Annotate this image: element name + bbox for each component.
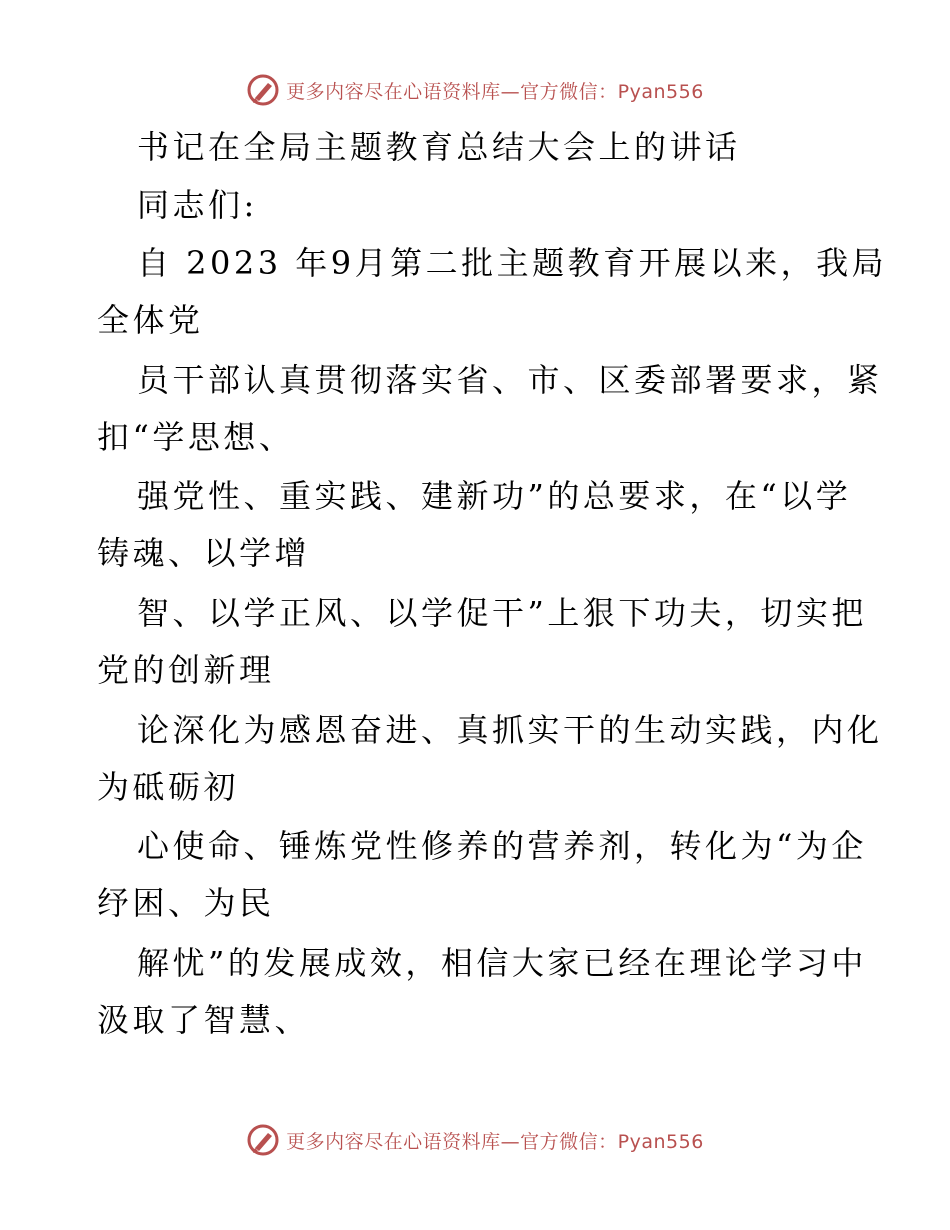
body-line: 为砥砺初: [97, 768, 240, 806]
pen-circle-icon: [246, 73, 280, 107]
body-line: 解忧”的发展成效，相信大家已经在理论学习中: [137, 944, 867, 982]
body-line: 自 2023 年9月第二批主题教育开展以来，我局: [137, 244, 888, 282]
body-line: 扣“学思想、: [97, 418, 295, 456]
body-line: 员干部认真贯彻落实省、市、区委部署要求，紧: [137, 361, 883, 399]
body-line: 论深化为感恩奋进、真抓实干的生动实践，内化: [137, 711, 883, 749]
body-line: 纾困、为民: [97, 884, 275, 922]
salutation: 同志们:: [137, 186, 258, 224]
body-line: 全体党: [97, 301, 204, 339]
pen-circle-icon: [246, 1123, 280, 1157]
body-line: 党的创新理: [97, 651, 275, 689]
body-line: 汲取了智慧、: [97, 1001, 311, 1039]
header-watermark: [0, 72, 950, 108]
watermark-text: 更多内容尽在心语资料库—官方微信：Pyan556: [286, 1130, 704, 1153]
footer-watermark: [0, 1122, 950, 1158]
body-line: 心使命、锤炼党性修养的营养剂，转化为“为企: [137, 827, 867, 865]
document-title: 书记在全局主题教育总结大会上的讲话: [137, 128, 741, 166]
body-line: 智、以学正风、以学促干”上狠下功夫，切实把: [137, 594, 867, 632]
body-line: 强党性、重实践、建新功”的总要求，在“以学: [137, 477, 852, 515]
watermark-text: 更多内容尽在心语资料库—官方微信：Pyan556: [286, 80, 704, 103]
body-line: 铸魂、以学增: [97, 534, 311, 572]
